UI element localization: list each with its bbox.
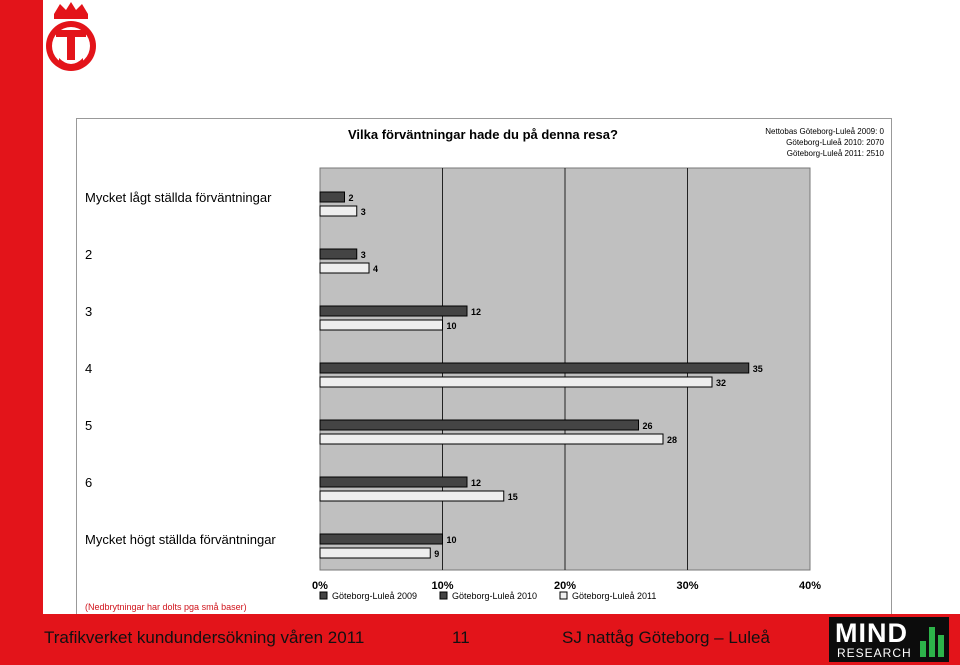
x-tick-label: 40% (798, 580, 822, 592)
bar (320, 206, 357, 216)
footnote: (Nedbrytningar har dolts pga små baser) (85, 602, 247, 612)
category-label: 5 (85, 418, 93, 433)
data-label: 9 (434, 549, 440, 559)
bar (320, 320, 443, 330)
category-label: 3 (85, 304, 93, 319)
data-label: 32 (716, 378, 727, 388)
bar (320, 491, 504, 501)
data-label: 3 (360, 207, 366, 217)
nettobas-line-1: Nettobas Göteborg-Luleå 2009: 0 (765, 127, 884, 136)
bar-graph-icon (919, 623, 945, 657)
category-label: Mycket lågt ställda förväntningar (85, 190, 272, 205)
category-label: Mycket högt ställda förväntningar (85, 532, 276, 547)
bar (320, 434, 663, 444)
data-label: 4 (373, 264, 379, 274)
data-label: 28 (667, 435, 678, 445)
footer-survey-title: Trafikverket kundundersökning våren 2011 (44, 628, 365, 647)
bar (320, 377, 712, 387)
data-label: 3 (360, 250, 366, 260)
data-label: 15 (507, 492, 518, 502)
bar (320, 249, 357, 259)
category-label: 6 (85, 475, 93, 490)
bar (320, 534, 443, 544)
bar (320, 548, 430, 558)
bar (320, 306, 467, 316)
bar (320, 477, 467, 487)
data-label: 10 (446, 321, 457, 331)
nettobas-line-3: Göteborg-Luleå 2011: 2510 (786, 149, 884, 158)
data-label: 12 (471, 307, 482, 317)
legend-swatch (320, 592, 327, 599)
legend-label: Göteborg-Luleå 2010 (452, 591, 538, 601)
bar (320, 192, 345, 202)
data-label: 10 (446, 535, 457, 545)
category-label: 2 (85, 247, 93, 262)
chart-title: Vilka förväntningar hade du på denna resa? (348, 127, 618, 142)
mind-research-logo (829, 617, 949, 662)
legend-swatch (560, 592, 567, 599)
bar (320, 263, 369, 273)
legend-swatch (440, 592, 447, 599)
page-number: 11 (452, 628, 470, 647)
x-tick-label: 10% (431, 580, 454, 592)
bar (320, 420, 639, 430)
legend-label: Göteborg-Luleå 2009 (332, 591, 418, 601)
x-tick-label: 0% (312, 580, 328, 592)
data-label: 2 (348, 193, 354, 203)
category-label: 4 (85, 361, 93, 376)
legend-label: Göteborg-Luleå 2011 (572, 591, 657, 601)
mind-logo-subword: RESEARCH (837, 646, 912, 660)
data-label: 35 (752, 364, 763, 374)
data-label: 12 (471, 478, 482, 488)
nettobas-line-2: Göteborg-Luleå 2010: 2070 (786, 138, 884, 147)
mind-logo-word: MIND (835, 618, 908, 648)
x-tick-label: 30% (676, 580, 699, 592)
footer-route-title: SJ nattåg Göteborg – Luleå (562, 628, 770, 647)
x-tick-label: 20% (553, 580, 577, 592)
data-label: 26 (642, 421, 653, 431)
bar (320, 363, 749, 373)
